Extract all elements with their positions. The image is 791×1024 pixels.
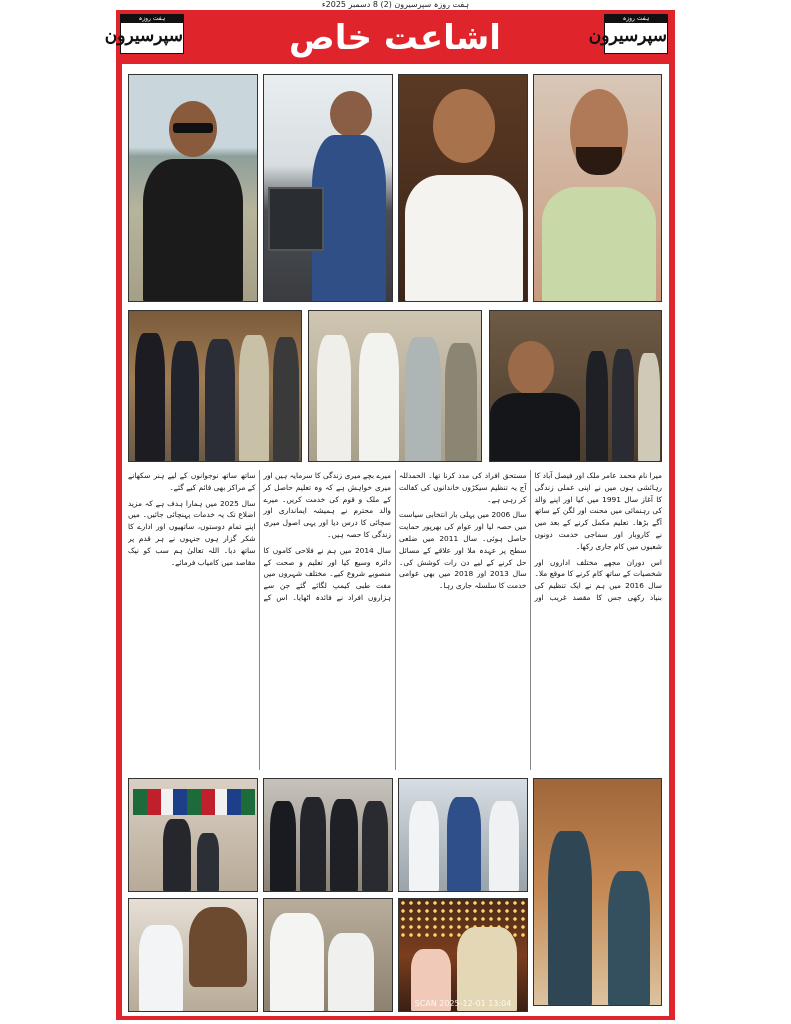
child-figure	[197, 833, 219, 892]
dateline: ہفت روزہ سپرسیرون (2) 8 دسمبر 2025ء	[321, 0, 470, 9]
person-figure	[362, 801, 388, 892]
masthead-logo-left	[104, 14, 184, 54]
person-figure	[317, 335, 351, 462]
person-figure	[489, 801, 519, 892]
photo-man-sunglasses	[128, 74, 258, 302]
person-figure	[300, 797, 326, 892]
article-paragraph: میرا نام محمد عامر ملک اور فیصل آباد کا رہائشی ہوں میں نے اپنی عملی زندگی کا آغاز سال 1991 میں کیا اور اپنے والد کی رہنمائی میں محنت اور لگن کے ساتھ آگے بڑھا۔ تعلیم مکمل کرنے کے بعد میں نے کاروبار اور سماجی خدمت دونوں شعبوں میں کام جاری رکھا۔	[534, 471, 662, 551]
person-figure	[270, 801, 296, 892]
person-figure	[612, 349, 634, 462]
child-figure	[270, 913, 324, 1012]
person-figure	[359, 333, 399, 462]
child-figure	[548, 831, 592, 1006]
person-figure	[239, 335, 269, 462]
person-figure	[638, 353, 660, 462]
person-figure	[405, 337, 441, 462]
person-body	[143, 159, 243, 302]
photo-pilots-group	[398, 778, 528, 892]
photo-award-ceremony	[263, 778, 393, 892]
photo-boy-eagle	[128, 898, 258, 1012]
page-headline: اشاعت خاص	[289, 18, 501, 58]
person-figure	[445, 343, 477, 462]
photo-man-white-shirt	[398, 74, 528, 302]
photo-boys-shalwar	[533, 778, 662, 1006]
logo-masthead: ہفت روزہ	[605, 15, 667, 23]
child-figure	[328, 933, 374, 1012]
person-figure	[171, 341, 199, 462]
photo-group-clerics	[308, 310, 482, 462]
flags-row	[133, 789, 255, 815]
article-paragraph: اس دوران مجھے مختلف اداروں اور شخصیات کے ساتھ کام کرنے کا موقع ملا۔ سال 2016 میں ہم نے ایک تنظیم کی بنیاد رکھی جس کا مقصد غریب اور مستحق افراد کی مدد کرنا تھا۔ الحمدللہ آج یہ تنظیم سیکڑوں خاندانوں کی کفالت کر رہی ہے۔	[399, 471, 662, 602]
logo-name: سپرسیرون	[104, 26, 183, 46]
eagle-sculpture	[189, 907, 247, 987]
person-body	[405, 175, 523, 302]
person-figure	[409, 801, 439, 892]
logo-masthead: ہفت روزہ	[121, 15, 183, 23]
sunglasses-shape	[173, 123, 213, 133]
child-figure	[163, 819, 191, 892]
article-body	[128, 470, 662, 770]
logo-name: سپرسیرون	[588, 26, 667, 46]
person-figure	[586, 351, 608, 462]
person-head	[330, 91, 372, 137]
photo-father-daughter	[398, 898, 528, 1012]
photo-pilot-cockpit	[263, 74, 393, 302]
person-figure	[205, 339, 235, 462]
article-paragraph: سال 2025 میں ہمارا ہدف ہے کہ مزید اضلاع تک یہ خدمات پہنچائی جائیں۔ میں اپنے تمام دوستوں، ساتھیوں اور ادارے کا شکر گزار ہوں جنہوں نے ہر قدم پر ساتھ دیا۔ اللہ تعالیٰ ہم سب کو نیک مقاصد میں کامیاب فرمائے۔	[128, 498, 256, 567]
cockpit-panel	[268, 187, 324, 251]
photo-timestamp: SCAN 2025-12-01 13:04	[414, 999, 512, 1008]
person-head	[508, 341, 554, 395]
article-paragraph: میرے بچے میری زندگی کا سرمایہ ہیں اور میری خواہش ہے کہ وہ تعلیم حاصل کر کے ملک و قوم کی خدمت کریں۔ میرے والد محترم نے ہمیشہ ایمانداری اور سچائی کا درس دیا اور یہی اصول میری زندگی کا حصہ ہیں۔	[263, 471, 391, 539]
article-paragraph: سال 2014 میں ہم نے فلاحی کاموں کا دائرہ وسیع کیا اور تعلیم و صحت کے منصوبے شروع کیے۔ مختلف شہروں میں مفت طبی کیمپ لگائے گئے جن سے ہزاروں افراد نے فائدہ اٹھایا۔ اس کے ساتھ ساتھ نوجوانوں کے لیے ہنر سکھانے کے مراکز بھی قائم کیے گئے۔	[128, 471, 391, 602]
person-figure	[330, 799, 358, 892]
person-figure	[135, 333, 165, 462]
photo-two-boys-white	[263, 898, 393, 1012]
child-figure	[139, 925, 183, 1012]
photo-lawyers-selfie	[489, 310, 662, 462]
article-paragraph: سال 2006 میں پہلی بار انتخابی سیاست میں حصہ لیا اور عوام کی بھرپور حمایت حاصل ہوئی۔ سال 2011 میں ضلعی سطح پر عہدہ ملا اور علاقے کے مسائل حل کرنے کے لیے دن رات کوشش کی۔ سال 2013 اور 2018 میں بھی عوامی خدمت کا سلسلہ جاری رہا۔	[399, 510, 527, 591]
beard-shape	[576, 147, 622, 175]
photo-group-office	[128, 310, 302, 462]
person-figure	[447, 797, 481, 892]
masthead-logo-right	[588, 14, 668, 54]
person-body	[490, 393, 580, 462]
child-figure	[608, 871, 650, 1006]
person-body	[542, 187, 656, 302]
person-figure	[273, 337, 299, 462]
photo-children-flags	[128, 778, 258, 892]
person-head	[433, 89, 495, 163]
photo-young-man-beard	[533, 74, 662, 302]
